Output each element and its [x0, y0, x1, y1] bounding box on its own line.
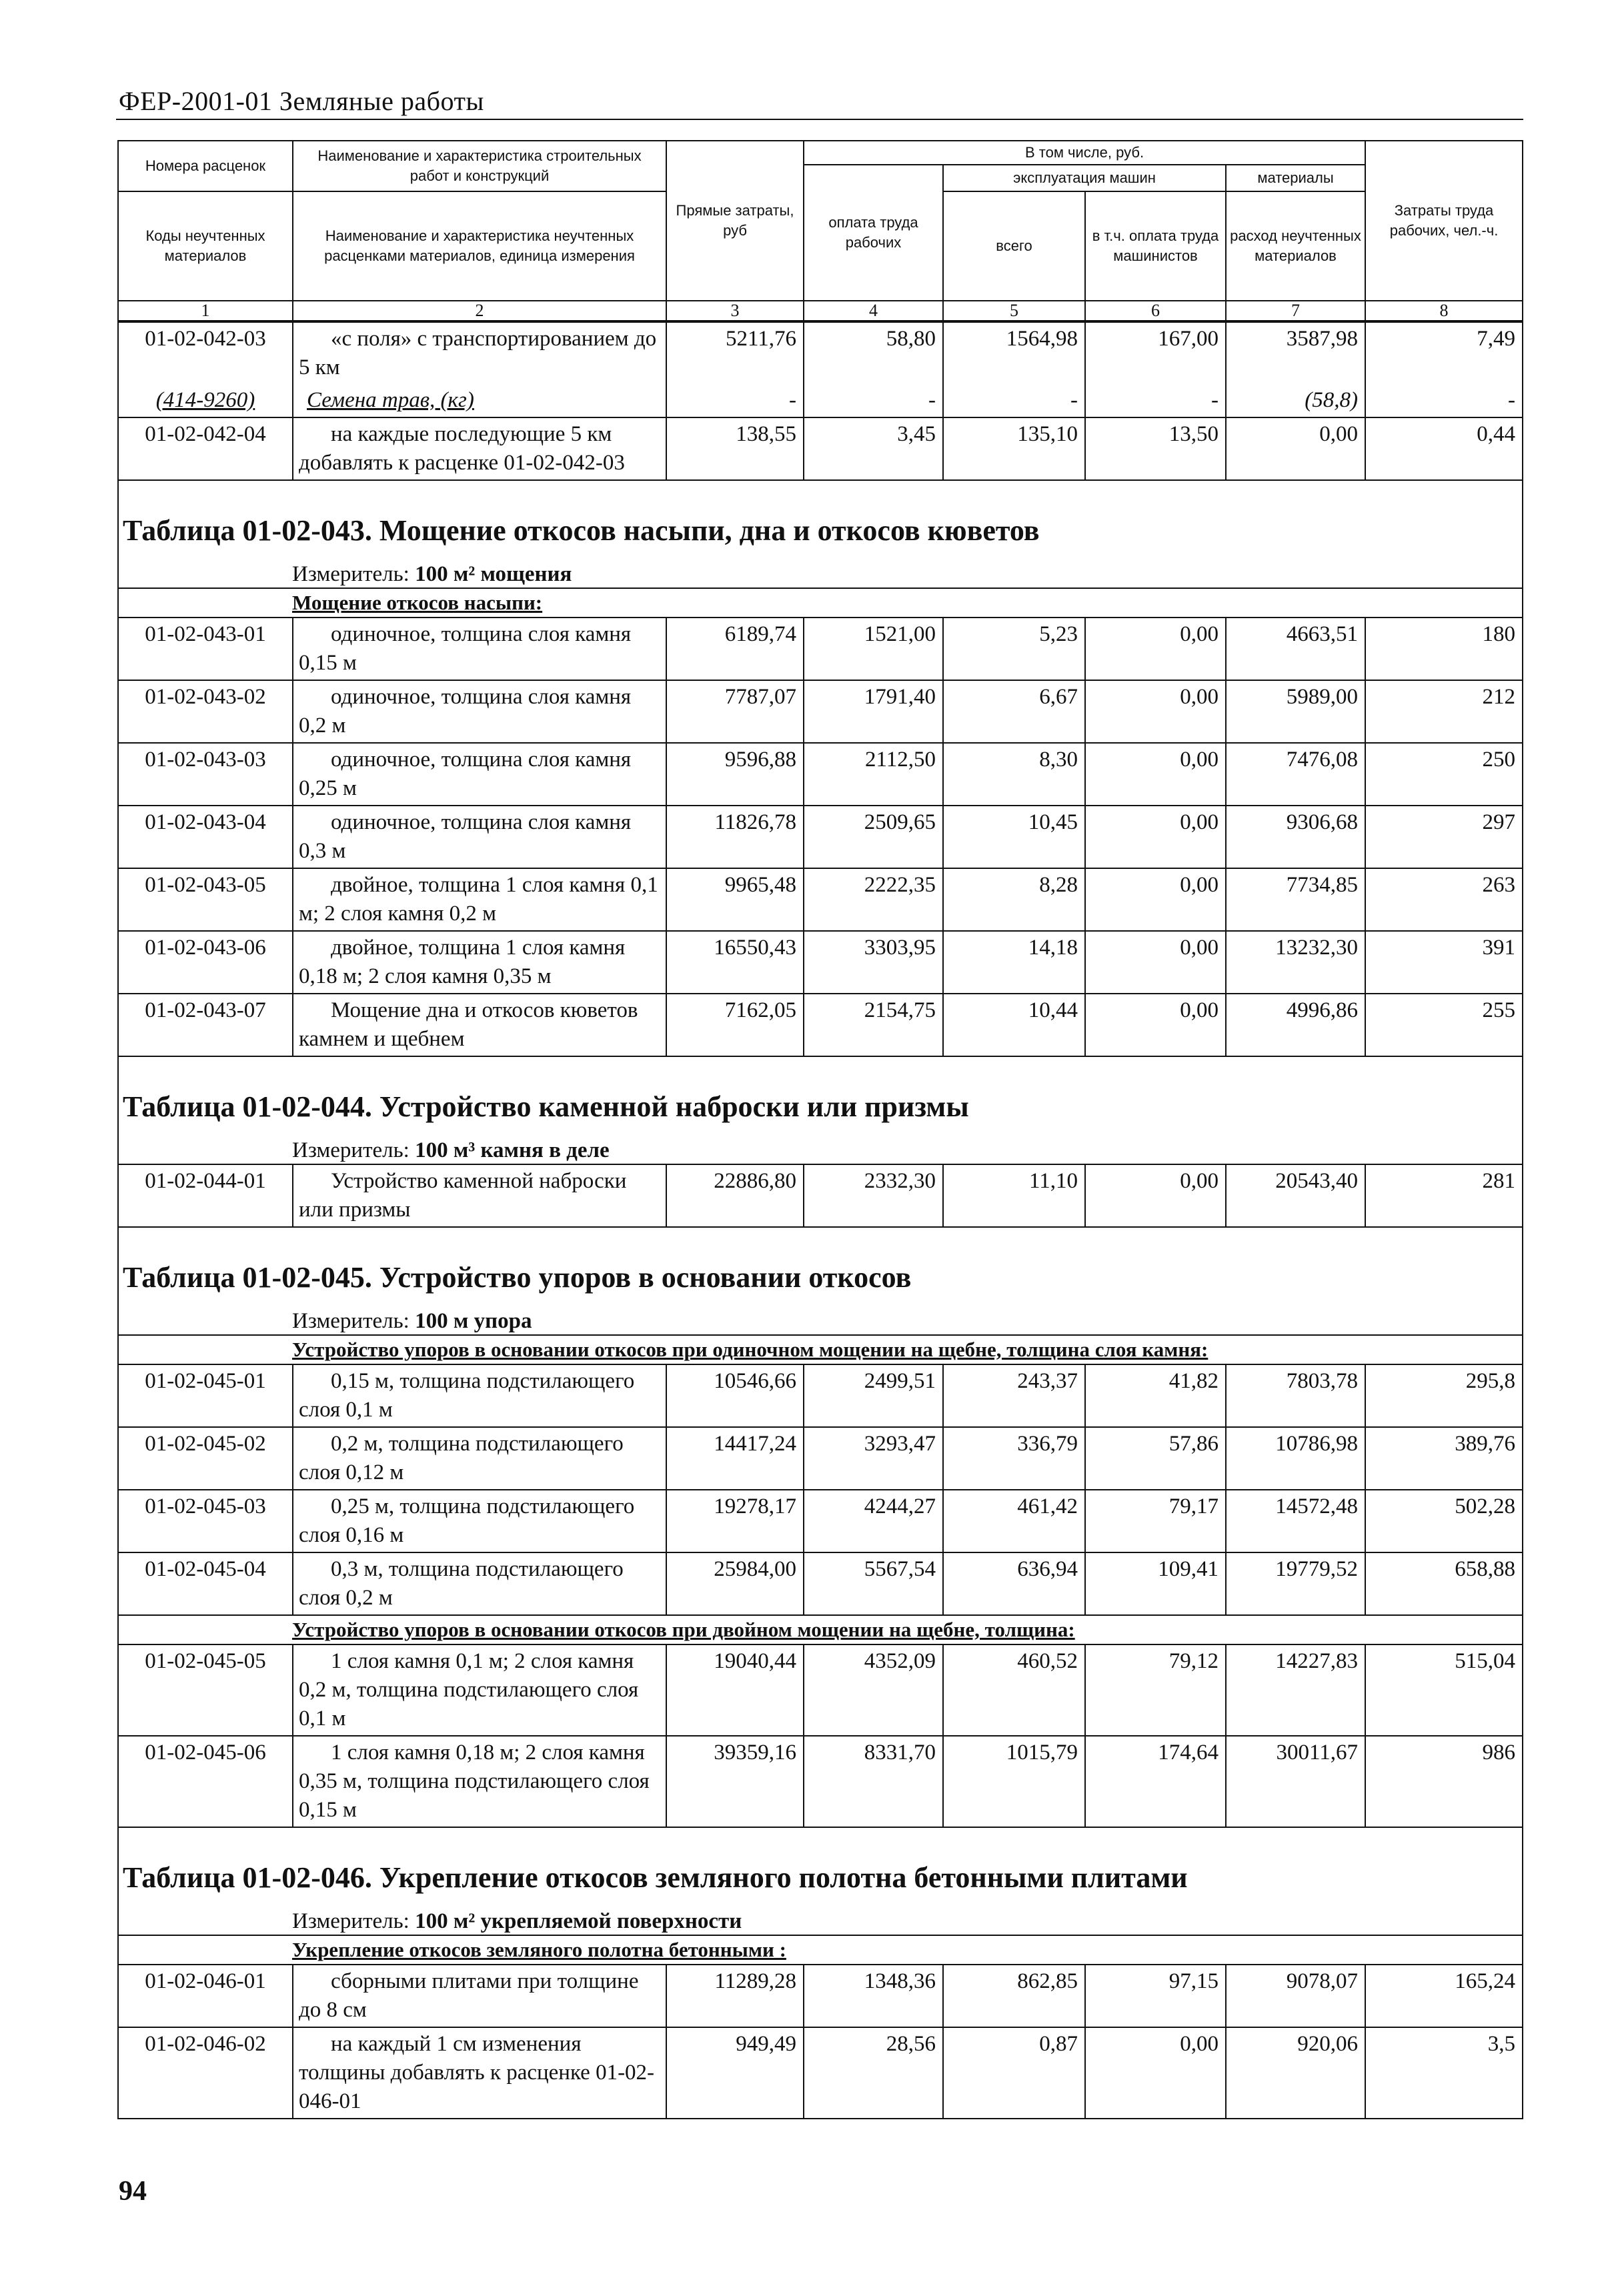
- labor-value: 250: [1365, 743, 1523, 806]
- header-including: В том числе, руб.: [804, 141, 1365, 165]
- column-header-table: [117, 140, 1523, 321]
- driver-pay-value: 0,00: [1085, 1164, 1226, 1227]
- machine-total-value: 636,94: [943, 1552, 1085, 1615]
- materials-value: 0,00: [1226, 417, 1365, 480]
- page-number: 94: [119, 2176, 147, 2207]
- rate-name: на каждый 1 см изменения толщины добавлять к расценке 01-02-046-01: [293, 2027, 666, 2119]
- driver-pay-value: 0,00: [1085, 868, 1226, 931]
- section-row: [118, 1335, 1523, 1364]
- driver-pay-value: 13,50: [1085, 417, 1226, 480]
- table-title-row: [118, 1827, 1523, 1901]
- driver-pay-value: 0,00: [1085, 743, 1226, 806]
- rate-code: 01-02-042-04: [118, 417, 293, 480]
- table-title-row: [118, 1056, 1523, 1130]
- measure-value: 100 м³ камня в деле: [415, 1138, 610, 1162]
- measure-prefix: Измеритель:: [292, 562, 416, 586]
- worker-pay-value: 3303,95: [804, 931, 943, 994]
- worker-pay-value: 28,56: [804, 2027, 943, 2119]
- table-045-rows-double: [118, 1644, 1523, 1827]
- measure-prefix: Измеритель:: [292, 1309, 416, 1333]
- direct-costs-value: 14417,24: [666, 1427, 804, 1490]
- materials-value: 20543,40: [1226, 1164, 1365, 1227]
- table-row: [118, 680, 1523, 743]
- table-045-rows-single: [118, 1364, 1523, 1615]
- labor-value: 7,49: [1365, 322, 1523, 384]
- measure-value: 100 м упора: [415, 1309, 532, 1333]
- labor-value: 391: [1365, 931, 1523, 994]
- driver-pay-value: 41,82: [1085, 1364, 1226, 1427]
- rate-code: 01-02-043-06: [118, 931, 293, 994]
- measure-unit: [118, 1130, 1523, 1164]
- materials-value: 14227,83: [1226, 1644, 1365, 1736]
- machine-total-value: 0,87: [943, 2027, 1085, 2119]
- materials-value: 14572,48: [1226, 1490, 1365, 1552]
- column-number: 8: [1365, 301, 1523, 321]
- section-row: [118, 1615, 1523, 1644]
- material-code: (414-9260): [118, 384, 293, 417]
- direct-costs-value: 6189,74: [666, 618, 804, 680]
- direct-costs-value: 7787,07: [666, 680, 804, 743]
- labor-value: 658,88: [1365, 1552, 1523, 1615]
- table-row: [118, 806, 1523, 868]
- materials-value: 4663,51: [1226, 618, 1365, 680]
- direct-costs-value: 19278,17: [666, 1490, 804, 1552]
- direct-costs-value: -: [666, 384, 804, 417]
- machine-total-value: 243,37: [943, 1364, 1085, 1427]
- table-row: [118, 1164, 1523, 1227]
- rate-name: на каждые последующие 5 км добавлять к расценке 01-02-042-03: [293, 417, 666, 480]
- direct-costs-value: 138,55: [666, 417, 804, 480]
- column-number: 7: [1226, 301, 1365, 321]
- machine-total-value: -: [943, 384, 1085, 417]
- worker-pay-value: 4352,09: [804, 1644, 943, 1736]
- labor-value: 502,28: [1365, 1490, 1523, 1552]
- materials-value: 4996,86: [1226, 994, 1365, 1056]
- header-machine-total: всего: [943, 191, 1085, 301]
- rate-name: 1 слоя камня 0,1 м; 2 слоя камня 0,2 м, толщина подстилающего слоя 0,1 м: [293, 1644, 666, 1736]
- direct-costs-value: 19040,44: [666, 1644, 804, 1736]
- rate-code: 01-02-044-01: [118, 1164, 293, 1227]
- header-material-name: Наименование и характеристика неучтенных расценками материалов, единица измерения: [293, 191, 666, 301]
- measure-unit: [118, 1301, 1523, 1335]
- labor-value: 3,5: [1365, 2027, 1523, 2119]
- materials-value: 10786,98: [1226, 1427, 1365, 1490]
- labor-value: 180: [1365, 618, 1523, 680]
- materials-value: 3587,98: [1226, 322, 1365, 384]
- table-row: [118, 931, 1523, 994]
- machine-total-value: 8,28: [943, 868, 1085, 931]
- rate-name: одиночное, толщина слоя камня 0,2 м: [293, 680, 666, 743]
- rate-name: 1 слоя камня 0,18 м; 2 слоя камня 0,35 м, толщина подстилающего слоя 0,15 м: [293, 1736, 666, 1827]
- labor-value: 263: [1365, 868, 1523, 931]
- machine-total-value: 10,45: [943, 806, 1085, 868]
- table-row: [118, 1552, 1523, 1615]
- table-row: [118, 2027, 1523, 2119]
- measure-value: 100 м² мощения: [415, 562, 572, 586]
- machine-total-value: 5,23: [943, 618, 1085, 680]
- direct-costs-value: 9965,48: [666, 868, 804, 931]
- labor-value: 212: [1365, 680, 1523, 743]
- measure-row: [118, 554, 1523, 588]
- driver-pay-value: 0,00: [1085, 931, 1226, 994]
- machine-total-value: 1015,79: [943, 1736, 1085, 1827]
- labor-value: 389,76: [1365, 1427, 1523, 1490]
- materials-value: 9078,07: [1226, 1965, 1365, 2027]
- materials-value: 9306,68: [1226, 806, 1365, 868]
- section-row: [118, 1935, 1523, 1965]
- worker-pay-value: 8331,70: [804, 1736, 943, 1827]
- section-heading: Устройство упоров в основании откосов при двойном мощении на щебне, толщина:: [118, 1615, 1523, 1644]
- rate-code: 01-02-043-03: [118, 743, 293, 806]
- worker-pay-value: 2154,75: [804, 994, 943, 1056]
- column-number: 3: [666, 301, 804, 321]
- direct-costs-value: 949,49: [666, 2027, 804, 2119]
- rate-name: 0,2 м, толщина подстилающего слоя 0,12 м: [293, 1427, 666, 1490]
- rate-code: 01-02-046-01: [118, 1965, 293, 2027]
- direct-costs-value: 10546,66: [666, 1364, 804, 1427]
- machine-total-value: 336,79: [943, 1427, 1085, 1490]
- measure-prefix: Измеритель:: [292, 1138, 416, 1162]
- worker-pay-value: 4244,27: [804, 1490, 943, 1552]
- rate-code: 01-02-043-02: [118, 680, 293, 743]
- table-row: [118, 868, 1523, 931]
- rate-name: двойное, толщина 1 слоя камня 0,1 м; 2 слоя камня 0,2 м: [293, 868, 666, 931]
- machine-total-value: 862,85: [943, 1965, 1085, 2027]
- direct-costs-value: 9596,88: [666, 743, 804, 806]
- table-row: [118, 1427, 1523, 1490]
- rate-code: 01-02-043-01: [118, 618, 293, 680]
- labor-value: 295,8: [1365, 1364, 1523, 1427]
- header-driver-pay: в т.ч. оплата труда машинистов: [1085, 191, 1226, 301]
- labor-value: 297: [1365, 806, 1523, 868]
- column-number: 5: [943, 301, 1085, 321]
- materials-value: 7803,78: [1226, 1364, 1365, 1427]
- rate-code: 01-02-045-02: [118, 1427, 293, 1490]
- worker-pay-value: 1791,40: [804, 680, 943, 743]
- rate-code: 01-02-043-07: [118, 994, 293, 1056]
- table-title: Таблица 01-02-046. Укрепление откосов земляного полотна бетонными плитами: [118, 1827, 1523, 1901]
- measure-unit: [118, 554, 1523, 588]
- rate-name: 0,15 м, толщина подстилающего слоя 0,1 м: [293, 1364, 666, 1427]
- measure-prefix: Измеритель:: [292, 1909, 416, 1933]
- direct-costs-value: 39359,16: [666, 1736, 804, 1827]
- worker-pay-value: 2499,51: [804, 1364, 943, 1427]
- materials-value: 5989,00: [1226, 680, 1365, 743]
- labor-value: 281: [1365, 1164, 1523, 1227]
- rate-name: Устройство каменной наброски или призмы: [293, 1164, 666, 1227]
- table-043-rows: [118, 618, 1523, 1056]
- column-number: 6: [1085, 301, 1226, 321]
- machine-total-value: 135,10: [943, 417, 1085, 480]
- measure-unit: [118, 1901, 1523, 1935]
- worker-pay-value: 58,80: [804, 322, 943, 384]
- materials-value: 7476,08: [1226, 743, 1365, 806]
- table-row: [118, 1364, 1523, 1427]
- direct-costs-value: 25984,00: [666, 1552, 804, 1615]
- driver-pay-value: 97,15: [1085, 1965, 1226, 2027]
- direct-costs-value: 5211,76: [666, 322, 804, 384]
- driver-pay-value: 174,64: [1085, 1736, 1226, 1827]
- header-worker-pay: оплата труда рабочих: [804, 165, 943, 301]
- measure-value: 100 м² укрепляемой поверхности: [415, 1909, 742, 1933]
- driver-pay-value: 109,41: [1085, 1552, 1226, 1615]
- driver-pay-value: 79,12: [1085, 1644, 1226, 1736]
- header-work-name: Наименование и характеристика строительных работ и конструкций: [293, 141, 666, 191]
- direct-costs-value: 11826,78: [666, 806, 804, 868]
- table-row: [118, 743, 1523, 806]
- direct-costs-value: 16550,43: [666, 931, 804, 994]
- measure-row: [118, 1130, 1523, 1164]
- worker-pay-value: -: [804, 384, 943, 417]
- rate-code: 01-02-043-04: [118, 806, 293, 868]
- page-header-title: ФЕР-2001-01 Земляные работы: [119, 86, 484, 116]
- rate-code: 01-02-045-01: [118, 1364, 293, 1427]
- materials-value: 7734,85: [1226, 868, 1365, 931]
- rate-name: сборными плитами при толщине до 8 см: [293, 1965, 666, 2027]
- table-row: [118, 1965, 1523, 2027]
- driver-pay-value: 0,00: [1085, 806, 1226, 868]
- worker-pay-value: 3293,47: [804, 1427, 943, 1490]
- materials-value: 13232,30: [1226, 931, 1365, 994]
- header-rate-numbers: Номера расценок: [118, 141, 293, 191]
- rate-name: одиночное, толщина слоя камня 0,3 м: [293, 806, 666, 868]
- rate-code: 01-02-045-05: [118, 1644, 293, 1736]
- rate-name: двойное, толщина 1 слоя камня 0,18 м; 2 слоя камня 0,35 м: [293, 931, 666, 994]
- rate-name: одиночное, толщина слоя камня 0,25 м: [293, 743, 666, 806]
- machine-total-value: 6,67: [943, 680, 1085, 743]
- driver-pay-value: 0,00: [1085, 994, 1226, 1056]
- header-material-codes: Коды неучтенных материалов: [118, 191, 293, 301]
- machine-total-value: 461,42: [943, 1490, 1085, 1552]
- rate-name: Мощение дна и откосов кюветов камнем и щебнем: [293, 994, 666, 1056]
- materials-value: 30011,67: [1226, 1736, 1365, 1827]
- rate-code: 01-02-043-05: [118, 868, 293, 931]
- rate-code: 01-02-046-02: [118, 2027, 293, 2119]
- driver-pay-value: 0,00: [1085, 618, 1226, 680]
- driver-pay-value: 0,00: [1085, 680, 1226, 743]
- rate-code: 01-02-045-04: [118, 1552, 293, 1615]
- table-title-row: [118, 480, 1523, 554]
- measure-row: [118, 1301, 1523, 1335]
- table-row: [118, 1490, 1523, 1552]
- machine-total-value: 11,10: [943, 1164, 1085, 1227]
- table-row: [118, 322, 1523, 384]
- table-title: Таблица 01-02-045. Устройство упоров в основании откосов: [118, 1227, 1523, 1301]
- table-title: Таблица 01-02-043. Мощение откосов насыпи, дна и откосов кюветов: [118, 480, 1523, 554]
- header-machine-operation: эксплуатация машин: [943, 165, 1226, 191]
- column-number: 2: [293, 301, 666, 321]
- machine-total-value: 460,52: [943, 1644, 1085, 1736]
- worker-pay-value: 3,45: [804, 417, 943, 480]
- worker-pay-value: 2222,35: [804, 868, 943, 931]
- table-row: [118, 1736, 1523, 1827]
- materials-value: 920,06: [1226, 2027, 1365, 2119]
- rates-table: [117, 321, 1523, 2119]
- table-046-rows: [118, 1965, 1523, 2119]
- worker-pay-value: 1348,36: [804, 1965, 943, 2027]
- header-rule: [116, 119, 1523, 120]
- header-direct-costs: Прямые затраты, руб: [666, 141, 804, 301]
- direct-costs-value: 22886,80: [666, 1164, 804, 1227]
- rate-name: 0,25 м, толщина подстилающего слоя 0,16 м: [293, 1490, 666, 1552]
- rate-name: одиночное, толщина слоя камня 0,15 м: [293, 618, 666, 680]
- measure-row: [118, 1901, 1523, 1935]
- table-row: [118, 994, 1523, 1056]
- rate-code: 01-02-045-06: [118, 1736, 293, 1827]
- labor-value: 986: [1365, 1736, 1523, 1827]
- direct-costs-value: 7162,05: [666, 994, 804, 1056]
- section-heading: Устройство упоров в основании откосов при одиночном мощении на щебне, толщина слоя камня:: [118, 1335, 1523, 1364]
- worker-pay-value: 2112,50: [804, 743, 943, 806]
- header-unaccounted-materials: расход неучтенных материалов: [1226, 191, 1365, 301]
- section-row: [118, 588, 1523, 618]
- driver-pay-value: 57,86: [1085, 1427, 1226, 1490]
- worker-pay-value: 1521,00: [804, 618, 943, 680]
- table-title: Таблица 01-02-044. Устройство каменной наброски или призмы: [118, 1056, 1523, 1130]
- driver-pay-value: 0,00: [1085, 2027, 1226, 2119]
- table-row: [118, 417, 1523, 480]
- labor-value: -: [1365, 384, 1523, 417]
- labor-value: 165,24: [1365, 1965, 1523, 2027]
- driver-pay-value: 167,00: [1085, 322, 1226, 384]
- material-name: Семена трав, (кг): [293, 384, 666, 417]
- machine-total-value: 8,30: [943, 743, 1085, 806]
- labor-value: 0,44: [1365, 417, 1523, 480]
- labor-value: 255: [1365, 994, 1523, 1056]
- worker-pay-value: 2332,30: [804, 1164, 943, 1227]
- table-044-rows: [118, 1164, 1523, 1227]
- table-row-material: [118, 384, 1523, 417]
- materials-value: 19779,52: [1226, 1552, 1365, 1615]
- rate-code: 01-02-042-03: [118, 322, 293, 384]
- rate-code: 01-02-045-03: [118, 1490, 293, 1552]
- worker-pay-value: 5567,54: [804, 1552, 943, 1615]
- machine-total-value: 14,18: [943, 931, 1085, 994]
- worker-pay-value: 2509,65: [804, 806, 943, 868]
- table-row: [118, 618, 1523, 680]
- labor-value: 515,04: [1365, 1644, 1523, 1736]
- column-number: 1: [118, 301, 293, 321]
- materials-value: (58,8): [1226, 384, 1365, 417]
- rate-name: «с поля» с транспортированием до 5 км: [293, 322, 666, 384]
- section-heading: Мощение откосов насыпи:: [118, 588, 1523, 618]
- table-title-row: [118, 1227, 1523, 1301]
- machine-total-value: 1564,98: [943, 322, 1085, 384]
- column-number: 4: [804, 301, 943, 321]
- table-row: [118, 1644, 1523, 1736]
- driver-pay-value: 79,17: [1085, 1490, 1226, 1552]
- direct-costs-value: 11289,28: [666, 1965, 804, 2027]
- section-heading: Укрепление откосов земляного полотна бетонными :: [118, 1935, 1523, 1965]
- header-materials: материалы: [1226, 165, 1365, 191]
- header-labor-costs: Затраты труда рабочих, чел.-ч.: [1365, 141, 1523, 301]
- driver-pay-value: -: [1085, 384, 1226, 417]
- rate-name: 0,3 м, толщина подстилающего слоя 0,2 м: [293, 1552, 666, 1615]
- machine-total-value: 10,44: [943, 994, 1085, 1056]
